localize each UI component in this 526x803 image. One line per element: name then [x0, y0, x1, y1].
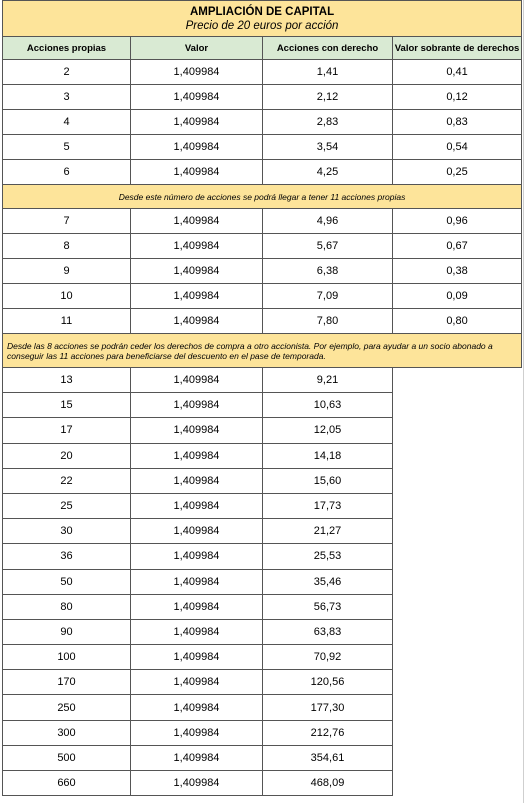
table-cell: 170	[3, 670, 131, 695]
table-row	[3, 110, 522, 135]
table-cell: 0,67	[393, 234, 522, 259]
table-cell: 1,409984	[131, 234, 263, 259]
empty-cell	[393, 670, 522, 695]
table-row	[3, 393, 522, 418]
table-row	[3, 368, 522, 393]
table-cell: 1,409984	[131, 60, 263, 85]
table-cell: 7	[3, 209, 131, 234]
empty-cell	[393, 619, 522, 644]
table-cell: 6	[3, 160, 131, 185]
table-cell: 0,96	[393, 209, 522, 234]
table-cell: 1,409984	[131, 135, 263, 160]
table-row	[3, 209, 522, 234]
table-row	[3, 594, 522, 619]
empty-cell	[393, 720, 522, 745]
table-cell: 0,80	[393, 309, 522, 334]
table-cell: 120,56	[263, 670, 393, 695]
table-row	[3, 771, 522, 796]
table-cell: 1,409984	[131, 544, 263, 569]
table-row	[3, 493, 522, 518]
table-row	[3, 135, 522, 160]
title-cell	[3, 1, 522, 37]
table-cell: 30	[3, 519, 131, 544]
table-cell: 17	[3, 418, 131, 443]
table-row	[3, 569, 522, 594]
empty-cell	[393, 468, 522, 493]
table-cell: 354,61	[263, 745, 393, 770]
header-acciones-con-derecho: Acciones con derecho	[263, 37, 393, 60]
table-cell: 1,409984	[131, 720, 263, 745]
capital-table	[2, 0, 522, 796]
table-row	[3, 670, 522, 695]
table-cell: 15,60	[263, 468, 393, 493]
table-cell: 9,21	[263, 368, 393, 393]
note-row	[3, 185, 522, 209]
table-cell: 177,30	[263, 695, 393, 720]
note-text: Desde las 8 acciones se podrán ceder los derechos de compra a otro accionista. Por ejemplo, para ayudar a un socio abonado a conseguir las 11 acciones para beneficiarse del descuento en el pase de temporada.	[3, 334, 522, 368]
table-cell: 80	[3, 594, 131, 619]
table-cell: 1,409984	[131, 259, 263, 284]
table-cell: 70,92	[263, 645, 393, 670]
note-row	[3, 334, 522, 368]
table-cell: 7,09	[263, 284, 393, 309]
table-cell: 212,76	[263, 720, 393, 745]
empty-cell	[393, 418, 522, 443]
table-subtitle: Precio de 20 euros por acción	[185, 19, 339, 32]
table-row	[3, 60, 522, 85]
header-row	[3, 37, 522, 60]
empty-cell	[393, 569, 522, 594]
table-cell: 2,12	[263, 85, 393, 110]
table-cell: 14,18	[263, 443, 393, 468]
table-cell: 0,25	[393, 160, 522, 185]
table-cell: 1,409984	[131, 745, 263, 770]
table-cell: 22	[3, 468, 131, 493]
table-cell: 0,12	[393, 85, 522, 110]
table-cell: 1,409984	[131, 594, 263, 619]
table-cell: 468,09	[263, 771, 393, 796]
empty-cell	[393, 645, 522, 670]
table-cell: 13	[3, 368, 131, 393]
table-cell: 63,83	[263, 619, 393, 644]
header-acciones-propias: Acciones propias	[3, 37, 131, 60]
table-cell: 20	[3, 443, 131, 468]
table-cell: 2,83	[263, 110, 393, 135]
table-cell: 1,41	[263, 60, 393, 85]
header-valor-sobrante: Valor sobrante de derechos	[393, 37, 522, 60]
table-cell: 500	[3, 745, 131, 770]
table-cell: 0,54	[393, 135, 522, 160]
table-row	[3, 160, 522, 185]
table-cell: 25,53	[263, 544, 393, 569]
table-cell: 100	[3, 645, 131, 670]
table-title: AMPLIACIÓN DE CAPITAL	[189, 5, 335, 18]
table-cell: 1,409984	[131, 569, 263, 594]
table-cell: 35,46	[263, 569, 393, 594]
empty-cell	[393, 393, 522, 418]
table-row	[3, 234, 522, 259]
table-cell: 1,409984	[131, 493, 263, 518]
table-row	[3, 85, 522, 110]
table-cell: 300	[3, 720, 131, 745]
table-cell: 1,409984	[131, 209, 263, 234]
table-row	[3, 720, 522, 745]
table-cell: 10	[3, 284, 131, 309]
empty-cell	[393, 368, 522, 393]
table-row	[3, 418, 522, 443]
table-cell: 50	[3, 569, 131, 594]
table-cell: 1,409984	[131, 110, 263, 135]
table-cell: 0,09	[393, 284, 522, 309]
table-row	[3, 544, 522, 569]
empty-cell	[393, 594, 522, 619]
table-row	[3, 619, 522, 644]
table-cell: 6,38	[263, 259, 393, 284]
table-cell: 1,409984	[131, 368, 263, 393]
table-row	[3, 695, 522, 720]
table-row	[3, 745, 522, 770]
page-edge	[523, 0, 524, 803]
table-cell: 12,05	[263, 418, 393, 443]
table-cell: 1,409984	[131, 85, 263, 110]
spreadsheet	[2, 0, 524, 796]
table-cell: 17,73	[263, 493, 393, 518]
table-cell: 1,409984	[131, 393, 263, 418]
table-cell: 15	[3, 393, 131, 418]
table-cell: 1,409984	[131, 771, 263, 796]
table-cell: 9	[3, 259, 131, 284]
table-cell: 25	[3, 493, 131, 518]
table-cell: 21,27	[263, 519, 393, 544]
empty-cell	[393, 519, 522, 544]
table-cell: 11	[3, 309, 131, 334]
table-cell: 1,409984	[131, 619, 263, 644]
table-row	[3, 259, 522, 284]
table-cell: 1,409984	[131, 309, 263, 334]
empty-cell	[393, 771, 522, 796]
table-cell: 1,409984	[131, 418, 263, 443]
note-text: Desde este número de acciones se podrá llegar a tener 11 acciones propias	[3, 185, 522, 209]
table-cell: 1,409984	[131, 160, 263, 185]
table-cell: 1,409984	[131, 468, 263, 493]
table-cell: 1,409984	[131, 284, 263, 309]
table-cell: 1,409984	[131, 443, 263, 468]
table-cell: 5	[3, 135, 131, 160]
table-row	[3, 284, 522, 309]
table-cell: 5,67	[263, 234, 393, 259]
table-cell: 3	[3, 85, 131, 110]
empty-cell	[393, 443, 522, 468]
table-cell: 10,63	[263, 393, 393, 418]
table-cell: 1,409984	[131, 670, 263, 695]
table-row	[3, 443, 522, 468]
table-row	[3, 309, 522, 334]
table-cell: 4,25	[263, 160, 393, 185]
table-cell: 36	[3, 544, 131, 569]
empty-cell	[393, 544, 522, 569]
table-row	[3, 468, 522, 493]
table-cell: 0,38	[393, 259, 522, 284]
table-row	[3, 519, 522, 544]
table-cell: 660	[3, 771, 131, 796]
empty-cell	[393, 695, 522, 720]
table-cell: 8	[3, 234, 131, 259]
empty-cell	[393, 493, 522, 518]
table-cell: 7,80	[263, 309, 393, 334]
table-cell: 3,54	[263, 135, 393, 160]
table-cell: 1,409984	[131, 695, 263, 720]
table-cell: 4,96	[263, 209, 393, 234]
table-cell: 4	[3, 110, 131, 135]
table-cell: 0,83	[393, 110, 522, 135]
table-cell: 1,409984	[131, 519, 263, 544]
table-cell: 56,73	[263, 594, 393, 619]
table-cell: 0,41	[393, 60, 522, 85]
empty-cell	[393, 745, 522, 770]
table-cell: 2	[3, 60, 131, 85]
table-row	[3, 645, 522, 670]
table-cell: 250	[3, 695, 131, 720]
table-cell: 1,409984	[131, 645, 263, 670]
header-valor: Valor	[131, 37, 263, 60]
table-cell: 90	[3, 619, 131, 644]
